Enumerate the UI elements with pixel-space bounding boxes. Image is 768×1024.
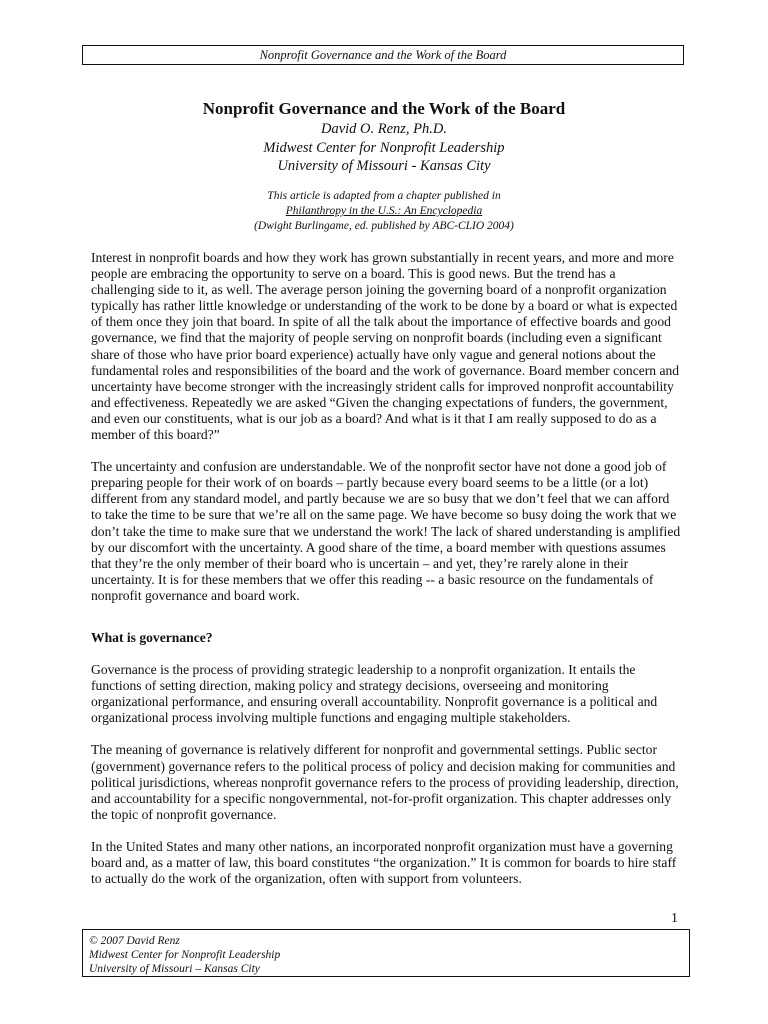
footer-copyright: © 2007 David Renz — [89, 935, 180, 947]
page-number: 1 — [671, 911, 678, 926]
footer-box — [82, 929, 690, 977]
author-affiliation: Midwest Center for Nonprofit Leadership — [263, 139, 505, 156]
document-title: Nonprofit Governance and the Work of the Board — [202, 99, 566, 118]
author-name: David O. Renz, Ph.D. — [320, 121, 448, 137]
article-body — [91, 250, 681, 903]
body-paragraph-3: Governance is the process of providing strategic leadership to a nonprofit organization. It entails the functions of setting direction, making policy and strategy decisions, overseeing and monitoring organizational performance, and ensuring overall accountability. Nonprofit governance is a political and organizational process involving multiple functions and engaging multiple stakeholders. — [91, 662, 658, 726]
source-book-title: Philanthropy in the U.S.: An Encyclopedia — [285, 205, 483, 217]
source-note-citation: (Dwight Burlingame, ed. published by ABC-CLIO 2004) — [254, 220, 514, 232]
footer-university: University of Missouri – Kansas City — [89, 963, 260, 975]
running-header-title: Nonprofit Governance and the Work of the Board — [259, 48, 507, 62]
body-paragraph-5: In the United States and many other nations, an incorporated nonprofit organization must have a governing board and, as a matter of law, this board constitutes “the organization.” It is common for boards to hire staff to actually do the work of the organization, often with support from volunteers. — [91, 838, 677, 887]
body-paragraph-2: The uncertainty and confusion are understandable. We of the nonprofit sector have not done a good job of preparing people for their work of on boards – partly because every board seems to be a little (or a lot) different from any standard model, and partly because we are so busy that we don’t feel that we can afford to take the time to be sure that we’re all on the same page. We have become so busy doing the work that we don’t take the time to make sure that we understand the work! The lack of shared understanding is amplified by our discomfort with the uncertainty. A good share of the time, a board member with questions assumes that they’re the only member of their board who is uncertain – and yet, they’re rarely alone in their uncertainty. It is for these members that we offer this reading -- a basic resource on the fundamentals of nonprofit governance and board work. — [91, 459, 681, 603]
running-header — [82, 45, 684, 65]
source-note-line: This article is adapted from a chapter published in — [267, 190, 501, 202]
author-university: University of Missouri - Kansas City — [277, 158, 491, 174]
source-note — [84, 189, 684, 234]
title-block — [84, 98, 684, 176]
footer-center: Midwest Center for Nonprofit Leadership — [89, 949, 281, 961]
section-heading: What is governance? — [91, 629, 213, 645]
body-paragraph-1: Interest in nonprofit boards and how they work has grown substantially in recent years, and more and more people are embracing the opportunity to serve on a board. This is good news. But the trend has a challenging side to it, as well. The average person joining the governing board of a nonprofit organization typically has rather little knowledge or understanding of the work to be done by a board or what is expected of them once they join that board. In spite of all the talk about the importance of effective boards and good governance, we find that the majority of people serving on nonprofit boards (including even a significant share of those who have prior board experience) actually have only vague and general notions about the fundamental roles and responsibilities of the board and the work of governance. Board member concern and uncertainty have become stronger with the increasingly strident calls for improved nonprofit accountability and effectiveness. Repeatedly we are asked “Given the changing expectations of funders, the government, and even our constituents, what is our job as a board? And what is it that I am really supposed to do as a member of this board?” — [91, 250, 680, 443]
body-paragraph-4: The meaning of governance is relatively different for nonprofit and governmental settings. Public sector (government) governance refers to the political process of policy and decision making for communities and political jurisdictions, whereas nonprofit governance refers to the process of providing leadership, direction, and accountability for a specific nongovernmental, not-for-profit organization. This chapter addresses only the topic of nonprofit governance. — [91, 742, 679, 822]
